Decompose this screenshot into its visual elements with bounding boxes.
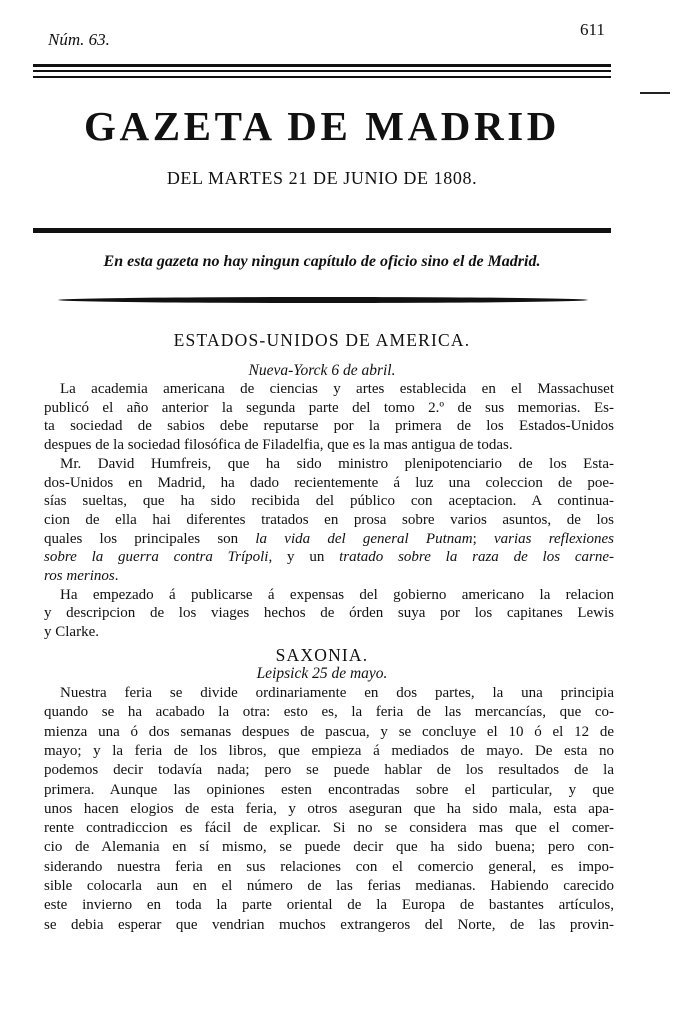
- text-segment: siderando nuestra feria en sus relaciones con el comercio general, es impo-: [44, 858, 614, 875]
- text-line: [44, 761, 614, 779]
- text-segment: Mr. David Humfreis, que ha sido ministro plenipotenciario de los Esta-: [60, 455, 614, 472]
- text-line: [44, 703, 614, 721]
- text-line: [60, 455, 614, 473]
- masthead-title: GAZETA DE MADRID: [84, 103, 560, 149]
- margin-mark: [640, 92, 670, 94]
- text-segment: y Clarke.: [44, 624, 99, 641]
- text-segment: rente contradiccion es fácil de explicar. Si no se considera mas que el comer-: [44, 820, 614, 837]
- text-line: [44, 800, 614, 818]
- text-segment: despues de la sociedad filosófica de Filadelfia, que es la mas antigua de todas.: [44, 437, 513, 454]
- text-line: [44, 548, 614, 566]
- top-double-rule-lower: [33, 76, 611, 78]
- text-segment: primera. Aunque las opiniones esten encontradas sobre el particular, y que: [44, 781, 614, 798]
- text-segment: .: [114, 568, 119, 584]
- text-segment: publicó el año anterior la segunda parte del tomo 2.º de sus memorias. Es-: [44, 399, 614, 416]
- text-segment: ;: [472, 530, 495, 547]
- text-segment: La academia americana de ciencias y artes establecida en el Massachuset: [60, 381, 614, 397]
- text-segment: , y un: [268, 549, 340, 566]
- text-line: [44, 567, 614, 585]
- section-dateline: Nueva-Yorck 6 de abril.: [248, 362, 396, 379]
- text-line: [44, 916, 614, 934]
- notice-rule: [58, 297, 588, 303]
- text-segment: Ha empezado á publicarse á expensas del gobierno americano la relacion: [60, 586, 614, 603]
- section-heading: SAXONIA.: [275, 645, 369, 665]
- issue-date: DEL MARTES 21 DE JUNIO DE 1808.: [166, 168, 478, 188]
- text-line: [44, 742, 614, 760]
- text-line: [44, 838, 614, 856]
- text-line: [44, 492, 614, 510]
- text-segment: ta sociedad de sabios debe reputarse por la primera de los Estados-Unidos: [44, 418, 614, 435]
- text-segment: sible colocarla aun en el número de las ferias medianas. Habiendo carecido: [44, 878, 614, 894]
- text-line: [60, 380, 614, 398]
- text-line: [60, 684, 614, 702]
- text-segment: mayo; y la feria de los libros, que empieza á mediados de mayo. De esta no: [44, 742, 614, 759]
- top-double-rule: [33, 64, 611, 72]
- text-line: [44, 399, 614, 417]
- text-line: [44, 781, 614, 799]
- text-line: [44, 858, 614, 876]
- text-segment: quando se ha acabado la otra: esto es, la feria de las mercancías, que co-: [44, 704, 614, 721]
- text-line: [44, 436, 614, 454]
- text-line: [44, 530, 614, 548]
- text-line: [44, 474, 614, 492]
- text-line: [44, 896, 614, 914]
- text-line: [44, 623, 614, 641]
- text-line: [44, 723, 614, 741]
- text-segment: podemos decir todavía nada; pero se puede hablar de los resultados de la: [44, 762, 614, 779]
- text-segment: cion de ella hai diferentes tratados en prosa sobre varios asuntos, de los: [44, 511, 614, 528]
- italic-text: la vida del general Putnam: [255, 530, 473, 547]
- text-line: [60, 586, 614, 604]
- issue-number: Núm. 63.: [48, 30, 110, 49]
- italic-text: varias reflexiones: [494, 530, 614, 547]
- text-segment: cio de Alemania en sí mismo, se puede decir que ha sido buena; pero con-: [44, 839, 614, 856]
- text-line: [44, 511, 614, 529]
- text-line: [44, 819, 614, 837]
- text-line: [44, 604, 614, 622]
- italic-text: sobre la guerra contra Trípoli: [44, 549, 269, 566]
- section-dateline: Leipsick 25 de mayo.: [256, 665, 388, 682]
- text-segment: unos hacen elogios de esta feria, y otros aseguran que ha sido mala, esta apa-: [44, 800, 614, 817]
- text-segment: sías sueltas, que ha sido recibida del público con aceptacion. A continua-: [44, 493, 614, 510]
- section-heading: ESTADOS-UNIDOS DE AMERICA.: [173, 330, 471, 350]
- text-segment: mienza una ó dos semanas despues de pascua, y se concluye el 10 ó el 12 de: [44, 723, 614, 740]
- text-segment: y descripcion de los viages hechos de órden suya por los capitanes Lewis: [44, 605, 614, 622]
- text-line: [44, 877, 614, 895]
- text-segment: Nuestra feria se divide ordinariamente en dos partes, la una principia: [60, 685, 614, 701]
- italic-text: ros merinos: [44, 568, 115, 584]
- masthead-rule: [33, 228, 611, 233]
- page-number: 611: [580, 20, 605, 39]
- italic-text: tratado sobre la raza de los carne-: [339, 549, 615, 566]
- text-segment: dos-Unidos en Madrid, ha dado recientemente á luz una coleccion de poe-: [44, 474, 614, 491]
- text-segment: quales los principales son: [44, 530, 256, 547]
- text-segment: se debia esperar que vendrian muchos extrangeros del Norte, de las provin-: [44, 916, 614, 933]
- official-notice: En esta gazeta no hay ningun capítulo de oficio sino el de Madrid.: [103, 253, 541, 270]
- text-segment: este invierno en toda la parte oriental de la Europa de bastantes artículos,: [44, 897, 614, 914]
- text-line: [44, 417, 614, 435]
